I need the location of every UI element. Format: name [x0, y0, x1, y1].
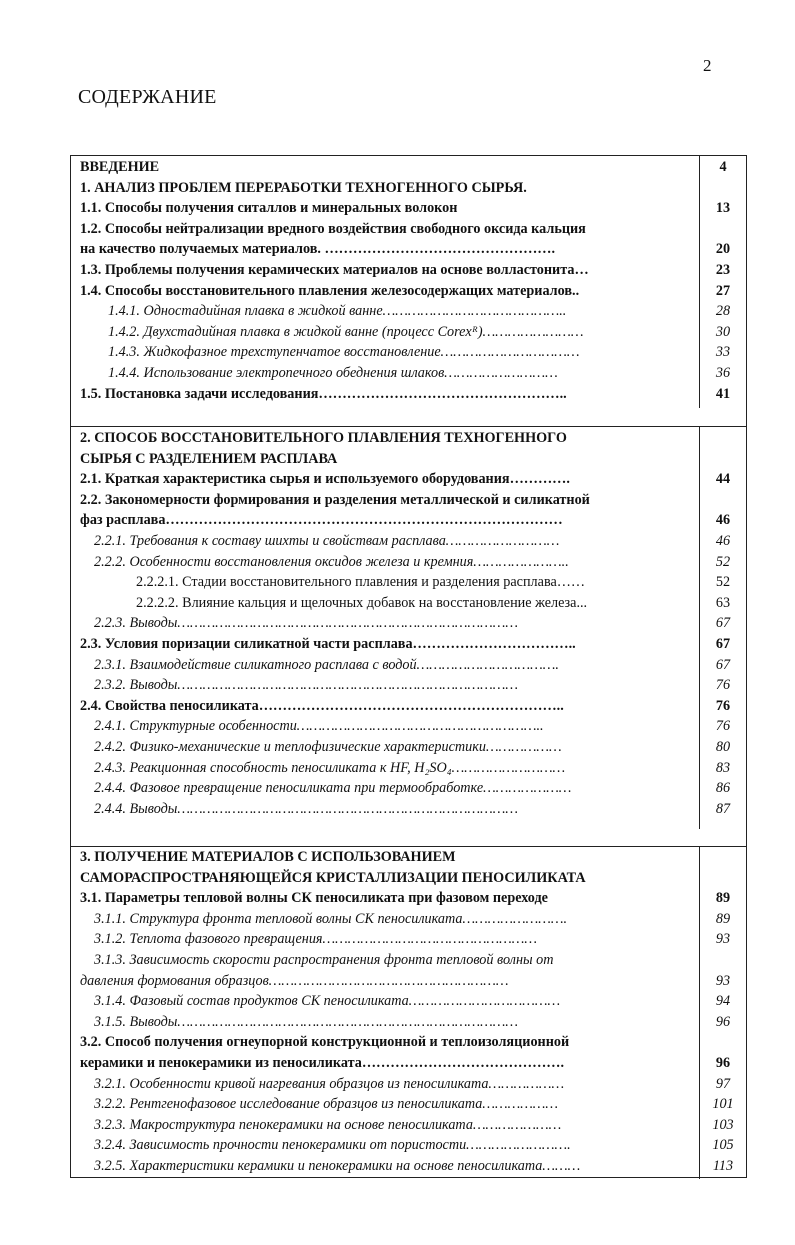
- toc-row: [71, 1156, 746, 1177]
- toc-entry-title: 3.1.1. Структура фронта тепловой волны СК пеносиликата…………………….: [94, 910, 567, 927]
- toc-entry-page: 76: [715, 697, 731, 714]
- toc-entry-title: 2.2.2.1. Стадии восстановительного плавления и разделения расплава……: [136, 574, 586, 591]
- toc-entry-page: 52: [715, 553, 731, 570]
- toc-section: [71, 426, 746, 829]
- toc-row: [71, 1094, 746, 1115]
- toc-entry-page: 96: [715, 1055, 731, 1071]
- toc-entry-title: 1.4.3. Жидкофазное трехступенчатое восстановление……………………………: [108, 344, 580, 361]
- toc-entry-page: 23: [715, 262, 731, 278]
- toc-entry-page: 86: [715, 780, 731, 797]
- toc-entry-title: САМОРАСПРОСТРАНЯЮЩЕЙСЯ КРИСТАЛЛИЗАЦИИ ПЕНОСИЛИКАТА: [80, 869, 586, 886]
- toc-row: [71, 675, 746, 696]
- toc-row: [71, 737, 746, 758]
- toc-row: [71, 363, 746, 384]
- toc-entry-title: фаз расплава…………………………………………………………………………: [80, 512, 563, 529]
- toc-entry-title: 1. АНАЛИЗ ПРОБЛЕМ ПЕРЕРАБОТКИ ТЕХНОГЕННОГО СЫРЬЯ.: [80, 179, 527, 196]
- toc-row: [71, 510, 746, 531]
- toc-entry-page: 105: [712, 1137, 734, 1154]
- toc-entry-title: 1.4. Способы восстановительного плавления железосодержащих материалов..: [80, 282, 580, 299]
- toc-entry-title: 2.4. Свойства пеносиликата………………………………………………………..: [80, 697, 564, 714]
- toc-entry-title: 2.2.3. Выводы………………………………………………………………………: [94, 615, 519, 632]
- toc-row: [71, 799, 746, 820]
- toc-entry-page: 4: [719, 159, 727, 175]
- toc-row: [71, 1135, 746, 1156]
- toc-row: [71, 929, 746, 950]
- toc-row: [71, 178, 746, 199]
- toc-entry-page: 20: [715, 241, 731, 258]
- toc-section: [71, 846, 746, 1179]
- toc-row: [71, 469, 746, 490]
- toc-row: [71, 322, 746, 343]
- toc-entry-title: 2.4.4. Фазовое превращение пеносиликата при термообработке…………………: [94, 780, 572, 797]
- toc-entry-page: 83: [715, 759, 731, 776]
- toc-section: [71, 156, 746, 408]
- toc-row: [71, 888, 746, 909]
- toc-entry-title: 1.4.4. Использование электропечного обеднения шлаков………………………: [108, 365, 558, 381]
- toc-row: [71, 342, 746, 363]
- toc-entry-title: 1.1. Способы получения ситаллов и минеральных волокон: [80, 200, 458, 217]
- toc-entry-title: керамики и пенокерамики из пеносиликата…………………………………….: [80, 1055, 564, 1071]
- toc-row: [71, 593, 746, 614]
- toc-entry-title: 3.1.5. Выводы………………………………………………………………………: [94, 1013, 519, 1030]
- toc-entry-page: 89: [715, 890, 731, 907]
- toc-entry-title: 3.2.2. Рентгенофазовое исследование образцов из пеносиликата………………: [94, 1096, 559, 1113]
- toc-row: [71, 778, 746, 799]
- toc-row: [71, 1032, 746, 1053]
- toc-row: [71, 1012, 746, 1033]
- toc-entry-page: 67: [715, 615, 731, 632]
- toc-entry-page: 93: [715, 931, 731, 948]
- toc-entry-title: 2.2.2.2. Влияние кальция и щелочных добавок на восстановление железа...: [136, 594, 588, 611]
- toc-row: [71, 696, 746, 717]
- toc-entry-title: 2.4.4. Выводы………………………………………………………………………: [94, 800, 519, 817]
- toc-entry-title: 3.2.1. Особенности кривой нагревания образцов из пеносиликата………………: [94, 1075, 565, 1092]
- toc-row: [71, 301, 746, 322]
- toc-row: [71, 531, 746, 552]
- toc-entry-page: 113: [712, 1158, 734, 1174]
- toc-row: [71, 1115, 746, 1136]
- toc-entry-title: 3.1. Параметры тепловой волны СК пеносиликата при фазовом переходе: [80, 890, 548, 907]
- toc-entry-page: 101: [712, 1096, 734, 1113]
- toc-entry-title: 2. СПОСОБ ВОССТАНОВИТЕЛЬНОГО ПЛАВЛЕНИЯ ТЕХНОГЕННОГО: [80, 430, 567, 446]
- toc-entry-page: 76: [715, 718, 731, 735]
- page-number: 2: [703, 56, 712, 75]
- toc-entry-page: 41: [715, 385, 731, 402]
- toc-entry-page: 27: [715, 282, 731, 299]
- toc-entry-title: 3.1.4. Фазовый состав продуктов СК пеносиликата………………………………: [94, 993, 561, 1010]
- toc-entry-title: 2.2. Закономерности формирования и разделения металлической и силикатной: [80, 491, 590, 508]
- toc-entry-page: 33: [715, 344, 731, 361]
- toc-row: [71, 1053, 746, 1074]
- toc-row: [71, 281, 746, 302]
- toc-row: [71, 552, 746, 573]
- toc-entry-page: 13: [715, 200, 731, 217]
- toc-row: [71, 490, 746, 511]
- toc-entry-title: 2.1. Краткая характеристика сырья и используемого оборудования………….: [80, 471, 570, 488]
- toc-row: [71, 572, 746, 593]
- toc-row: [71, 868, 746, 889]
- toc-entry-title: 3.1.2. Теплота фазового превращения……………………………………………: [94, 931, 537, 948]
- contents-heading: СОДЕРЖАНИЕ: [78, 86, 217, 108]
- toc-entry-title: 2.3. Условия поризации силикатной части расплава……………………………..: [80, 636, 576, 652]
- toc-row: [71, 950, 746, 971]
- toc-entry-page: 89: [715, 910, 731, 927]
- toc-entry-page: 76: [715, 677, 731, 694]
- toc-entry-title: 2.4.1. Структурные особенности…………………………………………………..: [94, 718, 544, 735]
- toc-entry-page: 28: [715, 303, 731, 320]
- toc-entry-title: давления формования образцов…………………………………………………: [80, 972, 509, 989]
- toc-entry-page: 30: [715, 323, 731, 340]
- toc-entry-title: 1.2. Способы нейтрализации вредного воздействия свободного оксида кальция: [80, 220, 586, 237]
- toc-entry-page: 67: [715, 656, 731, 673]
- toc-entry-page: 93: [715, 972, 731, 989]
- toc-entry-title: 3.1.3. Зависимость скорости распространения фронта тепловой волны от: [94, 952, 554, 968]
- toc-entry-page: 96: [715, 1013, 731, 1030]
- toc-entry-page: 46: [715, 533, 731, 549]
- toc-row: [71, 909, 746, 930]
- toc-entry-page: 36: [715, 365, 731, 381]
- toc-entry-title: СЫРЬЯ С РАЗДЕЛЕНИЕМ РАСПЛАВА: [80, 450, 338, 467]
- toc-row: [71, 384, 746, 405]
- toc-entry-page: 94: [715, 993, 731, 1010]
- toc-entry-page: 87: [715, 800, 731, 817]
- toc-entry-page: 44: [715, 471, 731, 488]
- toc-row: [71, 157, 746, 178]
- toc-row: [71, 758, 746, 779]
- toc-row: [71, 971, 746, 992]
- toc-entry-page: 80: [715, 739, 731, 755]
- toc-row: [71, 1074, 746, 1095]
- toc-row: [71, 260, 746, 281]
- toc-entry-title: 1.4.1. Одностадийная плавка в жидкой ванне……………………………………..: [108, 303, 567, 320]
- toc-row: [71, 219, 746, 240]
- toc-entry-page: 52: [715, 574, 731, 591]
- toc-row: [71, 613, 746, 634]
- toc-entry-page: 103: [712, 1116, 734, 1133]
- toc-entry-page: 67: [715, 636, 731, 652]
- toc-row: [71, 716, 746, 737]
- toc-row: [71, 655, 746, 676]
- toc-row: [71, 634, 746, 655]
- toc-row: [71, 847, 746, 868]
- toc-row: [71, 198, 746, 219]
- toc-entry-title: 2.2.2. Особенности восстановления оксидов железа и кремния…………………..: [94, 553, 569, 570]
- toc-entry-title: 3.2.3. Макроструктура пенокерамики на основе пеносиликата…………………: [94, 1116, 562, 1133]
- toc-row: [71, 449, 746, 470]
- toc-entry-page: 46: [715, 512, 731, 529]
- toc-entry-title: 3.2.4. Зависимость прочности пенокерамики от пористости…………………….: [94, 1137, 571, 1154]
- toc-entry-page: 97: [715, 1075, 731, 1092]
- toc-entry-title: 3.2.5. Характеристики керамики и пенокерамики на основе пеносиликата………: [94, 1158, 581, 1174]
- toc-entry-title: 2.4.3. Реакционная способность пеносиликата к HF, H₂SO₄………………………: [94, 759, 566, 776]
- toc-entry-title: 1.4.2. Двухстадийная плавка в жидкой ванне (процесс Corexᴿ)……………………: [108, 323, 584, 340]
- toc-row: [71, 991, 746, 1012]
- toc-entry-title: на качество получаемых материалов. ………………………………………….: [80, 241, 555, 258]
- toc-entry-page: 63: [715, 594, 731, 611]
- toc-entry-title: 2.2.1. Требования к составу шихты и свойствам расплава………………………: [94, 533, 560, 549]
- toc-entry-title: 1.3. Проблемы получения керамических материалов на основе волластонита…: [80, 262, 589, 278]
- toc-entry-title: 2.4.2. Физико-механические и теплофизические характеристики………………: [94, 739, 562, 755]
- toc-entry-title: 2.3.1. Взаимодействие силикатного расплава с водой…………………………….: [94, 656, 559, 673]
- toc-entry-title: 3.2. Способ получения огнеупорной конструкционной и теплоизоляционной: [80, 1034, 570, 1051]
- toc-entry-title: ВВЕДЕНИЕ: [80, 159, 160, 175]
- toc-entry-title: 3. ПОЛУЧЕНИЕ МАТЕРИАЛОВ С ИСПОЛЬЗОВАНИЕМ: [80, 849, 456, 865]
- toc-entry-title: 2.3.2. Выводы………………………………………………………………………: [94, 677, 519, 694]
- toc-entry-title: 1.5. Постановка задачи исследования……………………………………………..: [80, 385, 567, 402]
- toc-row: [71, 428, 746, 449]
- toc-row: [71, 239, 746, 260]
- toc-table: [70, 155, 747, 1178]
